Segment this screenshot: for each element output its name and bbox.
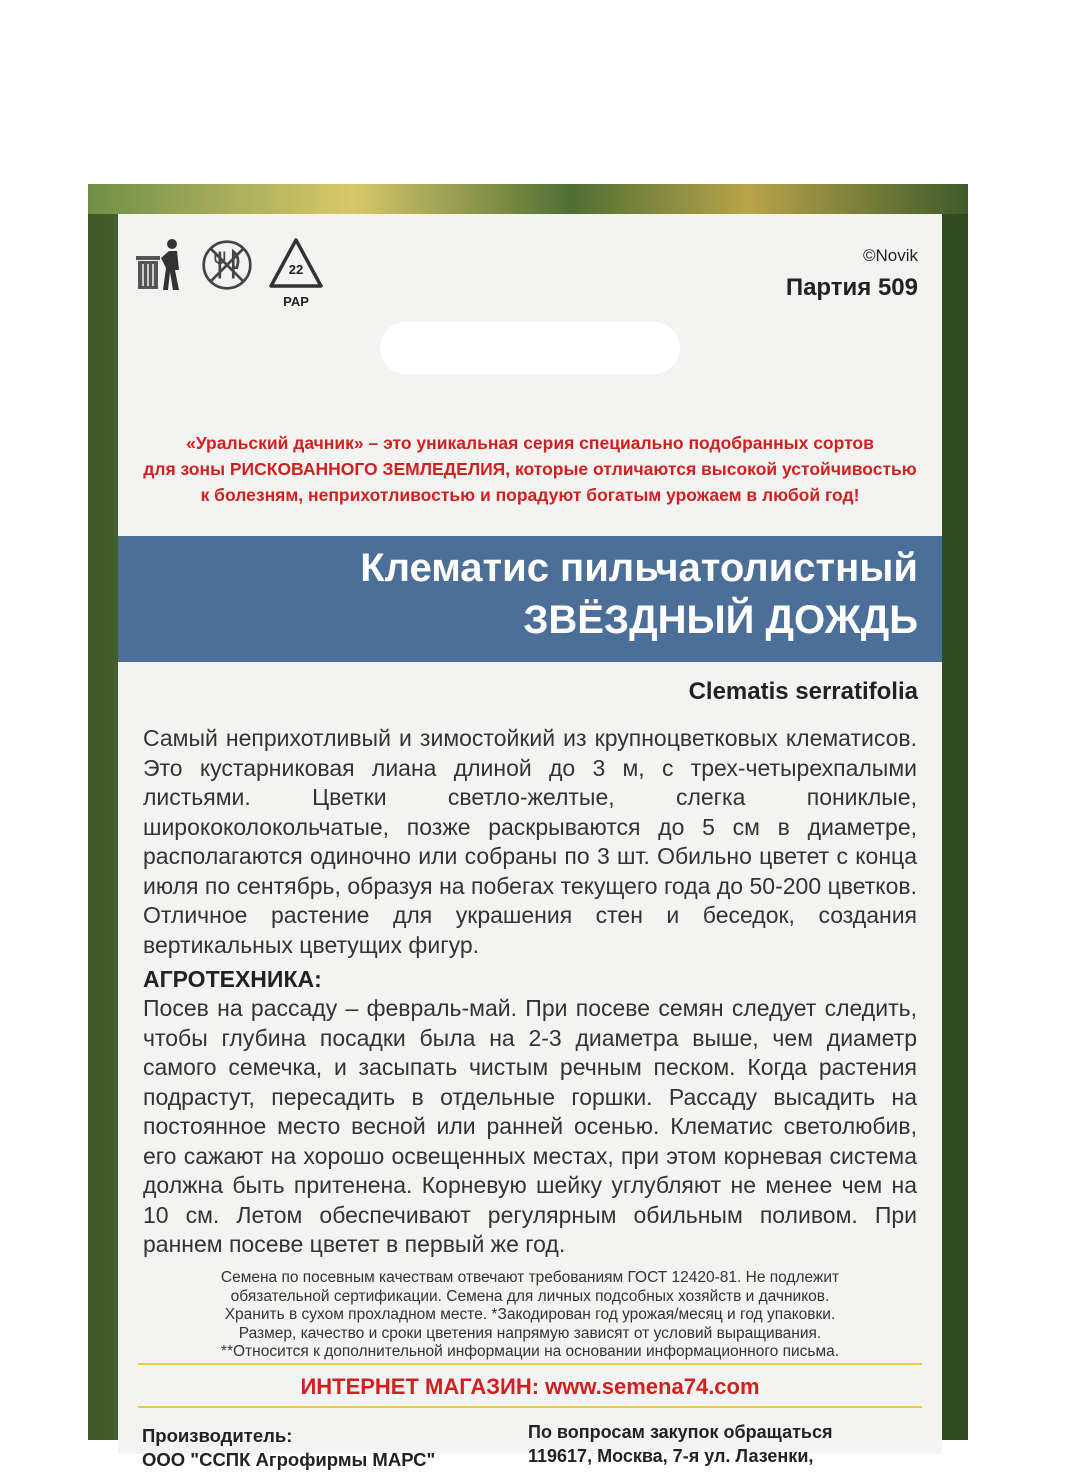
variety-name: ЗВЁЗДНЫЙ ДОЖДЬ [523, 598, 918, 642]
online-shop-link[interactable]: ИНТЕРНЕТ МАГАЗИН: www.semena74.com [300, 1374, 760, 1399]
promo-line: к болезням, неприхотливостью и порадуют богатым урожаем в любой год! [200, 485, 860, 505]
divider [138, 1363, 922, 1365]
packet-photo-border [88, 184, 968, 214]
purchase-contact [528, 1420, 833, 1468]
manufacturer [142, 1424, 435, 1472]
trash-bin-icon [135, 236, 187, 294]
batch-number: Партия 509 [785, 274, 918, 301]
title-bar [118, 536, 942, 662]
divider [138, 1406, 922, 1408]
description: Самый неприхотливый и зимостойкий из крупноцветковых клематисов. Это кустарниковая лиана длиной до 3 м, с трех-четырехпалыми листьями. Цветки светло-желтые, слегка пониклые, ширококолокольчатые, позже раскрываются до 5 см в диаметре, располагаются одиночно или собраны по 3 шт. Обильно цветет с конца июля по сентябрь, образуя на побегах текущего года до 50-200 цветков. Отличное растение для украшения стен и беседок, создания вертикальных цветущих фигур. [143, 725, 917, 958]
contact-address: 119617, Москва, 7-я ул. Лазенки, [528, 1446, 814, 1466]
note-line: Семена по посевным качествам отвечают требованиям ГОСТ 12420-81. Не подлежит [220, 1269, 840, 1286]
packaging-icons [135, 236, 325, 316]
recycle-22-pap-icon [267, 236, 325, 316]
contact-label: По вопросам закупок обращаться [528, 1422, 833, 1442]
recycle-label: PAP [283, 294, 309, 309]
series-promo [118, 430, 942, 508]
product-title: Клематис пильчатолистный [360, 546, 918, 590]
note-line: **Относится к дополнительной информации на основании информационного письма. [220, 1343, 840, 1360]
note-line: Хранить в сухом прохладном месте. *Закодирован год урожая/месяц и год упаковки. [224, 1306, 836, 1323]
note-line: Размер, качество и сроки цветения напрямую зависят от условий выращивания. [238, 1324, 822, 1342]
promo-line: для зоны РИСКОВАННОГО ЗЕМЛЕДЕЛИЯ, которые отличаются высокой устойчивостью [143, 459, 917, 479]
recycle-code: 22 [288, 262, 304, 277]
seed-packet-back [88, 184, 968, 1470]
manufacturer-company: ООО "ССПК Агрофирмы МАРС" [142, 1449, 436, 1470]
copyright: ©Novik [862, 246, 918, 265]
no-food-contact-icon [201, 236, 253, 294]
note-line: обязательной сертификации. Семена для личных подсобных хозяйств и дачников. [230, 1287, 830, 1305]
agro-heading: АГРОТЕХНИКА: [143, 966, 322, 992]
latin-name: Clematis serratifolia [688, 678, 918, 705]
promo-line: «Уральский дачник» – это уникальная серия специально подобранных сортов [186, 433, 874, 453]
info-card [118, 214, 942, 1470]
manufacturer-label: Производитель: [142, 1425, 293, 1446]
legal-notes [118, 1269, 942, 1362]
hanging-hole [380, 322, 680, 374]
agro-text: Посев на рассаду – февраль-май. При посеве семян следует следить, чтобы глубина посадки была на 2-3 диаметра выше, чем диаметр самого семечка, и засыпать чистым речным песком. Когда растения подрастут, пересадить в отдельные горшки. Рассаду высадить на постоянное место весной или ранней осенью. Клематис светолюбив, его сажают на хорошо освещенных местах, при этом корневая система должна быть притенена. Корневую шейку углубляют не менее чем на 10 см. Летом обеспечивают регулярным обильным поливом. При раннем посеве цветет в первый же год. [143, 995, 917, 1257]
